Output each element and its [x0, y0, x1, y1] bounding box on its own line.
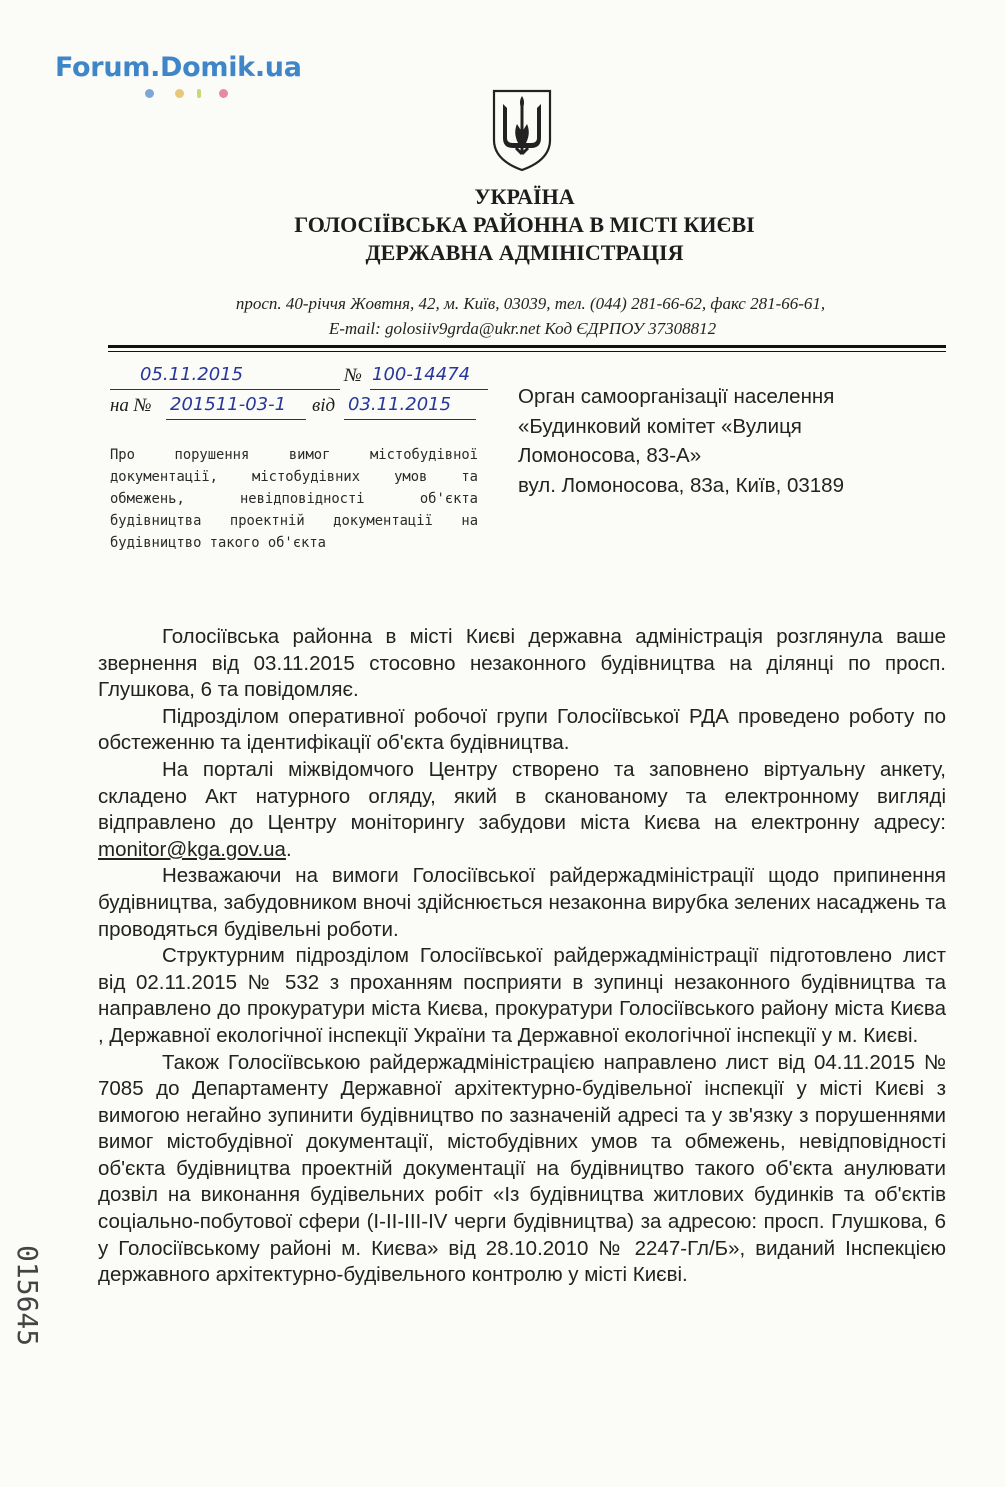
underline: [344, 419, 476, 420]
header-rule-thick: [108, 345, 946, 348]
body-paragraph: Структурним підрозділом Голосіївської райдержадміністрації підготовлено лист від 02.11.2015 № 532 з проханням посприяти в зупинці незаконного будівництва та направлено до прокуратури міста Києва, прокуратури Голосіївського району міста Києва , Державної екологічної інспекції України та Державної екологічної інспекції у м. Києві.: [98, 944, 946, 1047]
watermark-text: Forum.Domik.ua: [55, 52, 302, 83]
org-title-line1: ГОЛОСІЇВСЬКА РАЙОННА В МІСТІ КИЄВІ: [294, 212, 755, 237]
body-paragraph: [98, 757, 946, 863]
recipient-block: [518, 382, 938, 500]
underline: [370, 389, 488, 390]
monitor-email-link[interactable]: monitor@kga.gov.ua: [98, 837, 286, 861]
outgoing-no-label: №: [344, 365, 362, 386]
body-paragraph: Голосіївська районна в місті Києві державна адміністрація розглянула ваше звернення від 03.11.2015 стосовно незаконного будівництва на ділянці по просп. Глушкова, 6 та повідомляє.: [98, 625, 946, 702]
body-paragraph: Також Голосіївською райдержадміністрацією направлено лист від 04.11.2015 № 7085 до Департаменту Державної архітектурно-будівельної інспекції у місті Києві з вимогою негайно зупинити будівництво по зазначеній адресі та у зв'язку з порушеннями вимог містобудівної документації, містобудівних умов та обмежень, невідповідності об'єкта будівництва проектній документації на будівництво такого об'єкта анулювати дозвіл на виконання будівельних робіт «Із будівництва житлових будинків та об'єктів соціально-побутової сфери (І-ІІ-ІІІ-IV черги будівництва) за адресою: просп. Глушкова, 6 у Голосіївському районі м. Києва» від 28.10.2010 № 2247-Гл/Б», виданий Інспекцією державного архітектурно-будівельного контролю у місті Києві.: [98, 1050, 946, 1287]
body-text: На порталі міжвідомчого Центру створено та заповнено віртуальну анкету, складено Акт натурного огляду, який в сканованому та електронному вигляді відправлено до Центру моніторингу забудови міста Києва на електронну адресу:: [98, 757, 946, 835]
site-watermark: [55, 52, 302, 83]
underline: [110, 389, 340, 390]
recipient-line: Орган самоорганізації населення: [518, 385, 835, 408]
reply-from-date: 03.11.2015: [348, 394, 452, 415]
reply-to-label: на №: [110, 395, 152, 416]
recipient-address: вул. Ломоносова, 83а, Київ, 03189: [518, 473, 844, 497]
underline: [166, 419, 306, 420]
org-title-line2: ДЕРЖАВНА АДМІНІСТРАЦІЯ: [365, 240, 684, 265]
recipient-line: «Будинковий комітет «Вулиця: [518, 414, 802, 438]
watermark-dot: [145, 89, 154, 98]
trident-icon: [491, 88, 553, 172]
watermark-dot: [219, 89, 228, 98]
margin-number: 015645: [11, 1245, 44, 1347]
body-paragraph: Підрозділом оперативної робочої групи Голосіївської РДА проведено роботу по обстеженню та ідентифікації об'єкта будівництва.: [98, 704, 946, 755]
recipient-line: Ломоносова, 83-А»: [518, 444, 702, 467]
org-contacts: E-mail: golosiiv9grda@ukr.net Код ЄДРПОУ 37308812: [328, 319, 717, 338]
watermark-dot: [197, 89, 201, 98]
margin-stamp: [8, 1245, 48, 1375]
letter-body: [98, 624, 946, 1289]
reply-to-number: 201511-03-1: [170, 394, 287, 415]
country-title: УКРАЇНА: [474, 184, 575, 209]
body-paragraph: Незважаючи на вимоги Голосіївської райдержадміністрації щодо припинення будівництва, забудовником вночі здійснюється незаконна вирубка зелених насаджень та проводяться будівельні роботи.: [98, 864, 946, 941]
org-address: просп. 40-річчя Жовтня, 42, м. Київ, 03039, тел. (044) 281-66-62, факс 281-66-61,: [235, 294, 826, 313]
watermark-dots: [145, 89, 245, 101]
body-text: .: [285, 837, 292, 861]
outgoing-date: 05.11.2015: [140, 364, 244, 385]
header-rule-thin: [108, 351, 946, 352]
reply-from-label: від: [312, 395, 336, 416]
outgoing-number: 100-14474: [372, 364, 471, 385]
letter-subject: Про порушення вимог містобудівної документації, містобудівних умов та обмежень, невідповідності об'єкта будівництва проектній документації на будівництво такого об'єкта: [110, 447, 478, 551]
watermark-dot: [175, 89, 184, 98]
